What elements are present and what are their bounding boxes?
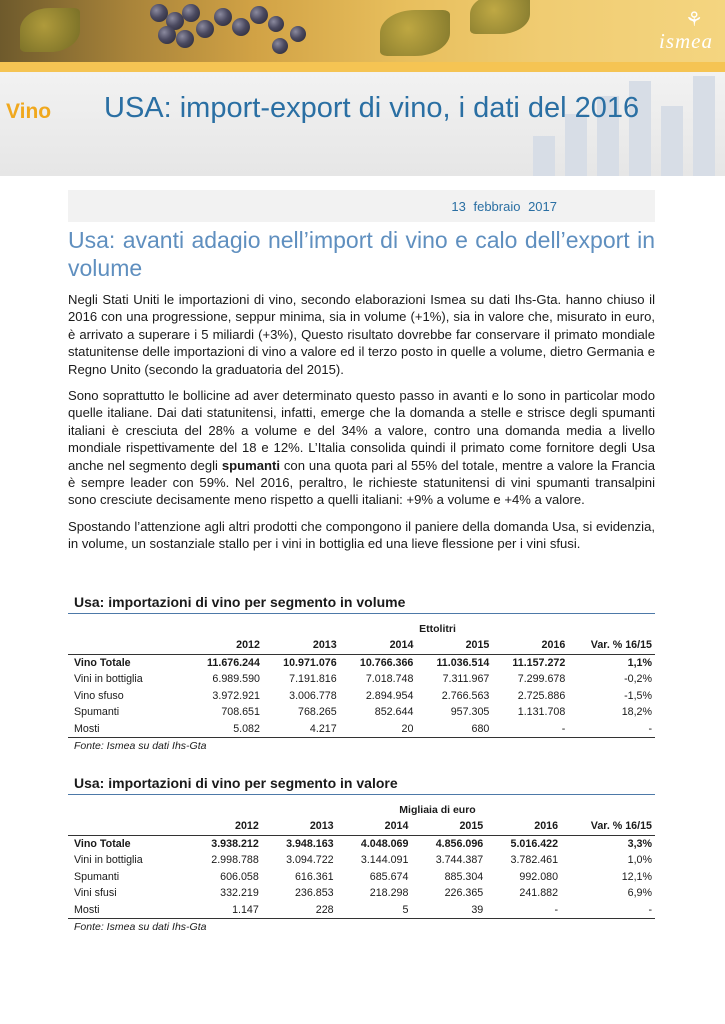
grape-decoration: [268, 16, 284, 32]
table-cell: 992.080: [519, 870, 559, 883]
table-cell: -0,2%: [624, 673, 652, 686]
grape-decoration: [232, 18, 250, 36]
page-title: USA: import-export di vino, i dati del 2016: [104, 92, 640, 124]
volume-table: [68, 637, 655, 738]
column-header: 2015: [416, 637, 492, 654]
table-cell: 3.744.387: [435, 854, 484, 867]
table-cell: 10.766.366: [359, 656, 414, 669]
table-cell: 2.725.886: [517, 689, 566, 702]
paragraph-2-emphasis: spumanti: [221, 457, 281, 473]
vine-leaf-decoration: [380, 10, 450, 56]
table-cell: -1,5%: [624, 689, 652, 702]
table-cell: 3.782.461: [510, 854, 559, 867]
ismea-logo: [635, 10, 713, 58]
table-source: Fonte: Ismea su dati Ihs-Gta: [74, 740, 207, 752]
table-cell: 7.018.748: [365, 673, 414, 686]
table-cell: 3.948.163: [286, 837, 334, 850]
header-banner-photo: [0, 0, 725, 62]
table-cell: 7.299.678: [517, 673, 566, 686]
date-bar: [68, 190, 655, 222]
column-header: 2013: [262, 818, 337, 835]
table-title: Usa: importazioni di vino per segmento in valore: [68, 775, 655, 795]
table-source: Fonte: Ismea su dati Ihs-Gta: [74, 921, 207, 933]
row-label: Vino Totale: [74, 656, 131, 669]
vine-leaf-decoration: [470, 0, 530, 34]
column-header: Var. % 16/15: [568, 637, 655, 654]
table-cell: 3.006.778: [289, 689, 337, 702]
table-cell: 2.894.954: [365, 689, 414, 702]
row-label: Vino Totale: [74, 837, 131, 850]
table-cell: 3,3%: [627, 837, 652, 850]
column-header-label: [68, 818, 187, 835]
article-subtitle: Usa: avanti adagio nell’import di vino e calo dell’export in volume: [68, 227, 655, 281]
table-row: [68, 835, 655, 852]
table-cell: 4.048.069: [360, 837, 409, 850]
table-row: [68, 885, 655, 902]
table-cell: 6.989.590: [212, 673, 260, 686]
table-title: Usa: importazioni di vino per segmento in volume: [68, 594, 655, 614]
column-header: 2015: [411, 818, 486, 835]
table-cell: 3.972.921: [212, 689, 260, 702]
table-cell: 11.157.272: [512, 656, 566, 669]
table-row: [68, 688, 655, 705]
title-band: [0, 72, 725, 176]
row-label: Vini sfusi: [74, 887, 117, 900]
column-header: 2016: [486, 818, 561, 835]
column-header: 2016: [492, 637, 568, 654]
table-cell: 768.265: [298, 706, 337, 719]
grape-decoration: [290, 26, 306, 42]
table-cell: 12,1%: [621, 870, 652, 883]
row-label: Mosti: [68, 721, 187, 738]
header-accent-strip: [0, 62, 725, 72]
table-cell: 20: [340, 721, 417, 738]
table-cell: 680: [416, 721, 492, 738]
table-cell: 3.094.722: [286, 854, 334, 867]
volume-table-block: [68, 594, 655, 752]
paragraph-1: Negli Stati Uniti le importazioni di vino, secondo elaborazioni Ismea su dati Ihs-Gta. hanno chiuso il 2016 con una progressione, seppur minima, sia in volume (+1%), sia in valore che, misurato in euro, è arrivato a superare i 5 miliardi (+3%), Questo risultato dovrebbe far conservare il primato mondiale statunitense delle importazioni di vino a valore ed il terzo posto in quelle a volume, dietro Germania e Regno Unito (secondo la graduatoria del 2015).: [68, 292, 655, 377]
table-cell: 5.082: [187, 721, 263, 738]
grape-decoration: [196, 20, 214, 38]
logo-text: ismea: [659, 29, 713, 53]
table-header-row: [68, 637, 655, 654]
table-cell: 957.305: [450, 706, 490, 719]
grape-decoration: [250, 6, 268, 24]
table-cell: 7.191.816: [289, 673, 337, 686]
table-cell: 2.998.788: [211, 854, 259, 867]
table-cell: -: [486, 902, 561, 919]
table-cell: 5: [337, 902, 412, 919]
column-header-label: [68, 637, 187, 654]
section-label: Vino: [6, 100, 52, 123]
value-table: [68, 818, 655, 919]
table-cell: 6,9%: [627, 887, 652, 900]
column-header: 2012: [187, 637, 263, 654]
publication-date: 13 febbraio 2017: [451, 199, 557, 214]
table-cell: 218.298: [369, 887, 409, 900]
table-cell: 1,0%: [627, 854, 652, 867]
grape-decoration: [158, 26, 176, 44]
table-cell: 7.311.967: [442, 673, 490, 686]
table-cell: 11.676.244: [207, 656, 260, 669]
paragraph-2: [68, 387, 655, 509]
column-header: Var. % 16/15: [561, 818, 655, 835]
table-cell: 2.766.563: [441, 689, 490, 702]
column-header: 2013: [263, 637, 340, 654]
table-row: [68, 869, 655, 886]
row-label: Vino sfuso: [74, 689, 124, 702]
column-header: 2014: [340, 637, 417, 654]
table-cell: 226.365: [444, 887, 484, 900]
table-cell: -: [568, 721, 655, 738]
table-row: [68, 704, 655, 721]
table-row: [68, 671, 655, 688]
table-row: [68, 654, 655, 671]
grape-decoration: [182, 4, 200, 22]
grape-decoration: [272, 38, 288, 54]
table-cell: 18,2%: [621, 706, 652, 719]
article-body: [68, 226, 655, 562]
grape-decoration: [214, 8, 232, 26]
table-header-row: [68, 818, 655, 835]
table-cell: 5.016.422: [510, 837, 559, 850]
table-row: [68, 852, 655, 869]
table-cell: 3.144.091: [360, 854, 409, 867]
row-label: Mosti: [68, 902, 187, 919]
table-cell: 10.971.076: [283, 656, 337, 669]
row-label: Spumanti: [74, 870, 120, 883]
table-cell: 708.651: [221, 706, 260, 719]
table-cell: 852.644: [374, 706, 414, 719]
table-row: [68, 902, 655, 919]
table-cell: 332.219: [220, 887, 259, 900]
table-cell: 685.674: [369, 870, 409, 883]
table-cell: 616.361: [294, 870, 334, 883]
table-cell: 4.856.096: [435, 837, 484, 850]
table-cell: 1.131.708: [517, 706, 566, 719]
table-cell: 606.058: [220, 870, 259, 883]
table-cell: 228: [262, 902, 337, 919]
table-cell: 4.217: [263, 721, 340, 738]
table-cell: 1.147: [187, 902, 262, 919]
vine-leaf-decoration: [20, 8, 80, 52]
table-cell: 11.036.514: [436, 656, 490, 669]
paragraph-2-text-a: Sono soprattutto le bollicine ad aver determinato questo passo in avanti e lo sono in particolar modo quelle italiane. Dai dati statunitensi, infatti, emerge che la domanda a stelle e strisce degli spumanti italiani è cresciuta del 28% a volume e del 34% a valore, contro una domanda media a livello mondiale rispettivamente del 18 e 12%. L’Italia consolida quindi il primato come fornitore degli Usa anche nel segmento degli: [68, 388, 655, 473]
paragraph-2-text-b: con una quota pari al 55% del totale, mentre a valore la Francia è sempre leader con 59%. Nel 2016, peraltro, le richieste statunitensi di vini spumanti transalpini sono cresciute decisamente meno rispetto a quelli italiani: +9% a volume e +4% a valore.: [68, 457, 655, 508]
table-unit: Ettolitri: [419, 623, 456, 635]
table-cell: -: [561, 902, 655, 919]
column-header: 2014: [337, 818, 412, 835]
table-unit: Migliaia di euro: [399, 804, 476, 816]
row-label: Vini in bottiglia: [74, 673, 143, 686]
table-cell: 1,1%: [627, 656, 652, 669]
value-table-block: [68, 775, 655, 933]
table-cell: 3.938.212: [211, 837, 259, 850]
table-cell: 241.882: [519, 887, 559, 900]
grape-decoration: [176, 30, 194, 48]
table-cell: -: [492, 721, 568, 738]
row-label: Vini in bottiglia: [74, 854, 143, 867]
wheat-icon: ⚘: [685, 9, 703, 31]
row-label: Spumanti: [74, 706, 120, 719]
paragraph-3: Spostando l’attenzione agli altri prodotti che compongono il paniere della domanda Usa, si evidenzia, in volume, un sostanziale stallo per i vini in bottiglia ed una lieve flessione per i vini sfusi.: [68, 518, 655, 552]
table-cell: 236.853: [294, 887, 334, 900]
table-row: [68, 721, 655, 738]
table-cell: 39: [411, 902, 486, 919]
background-bar-graphic: [533, 76, 715, 176]
table-cell: 885.304: [444, 870, 484, 883]
column-header: 2012: [187, 818, 262, 835]
